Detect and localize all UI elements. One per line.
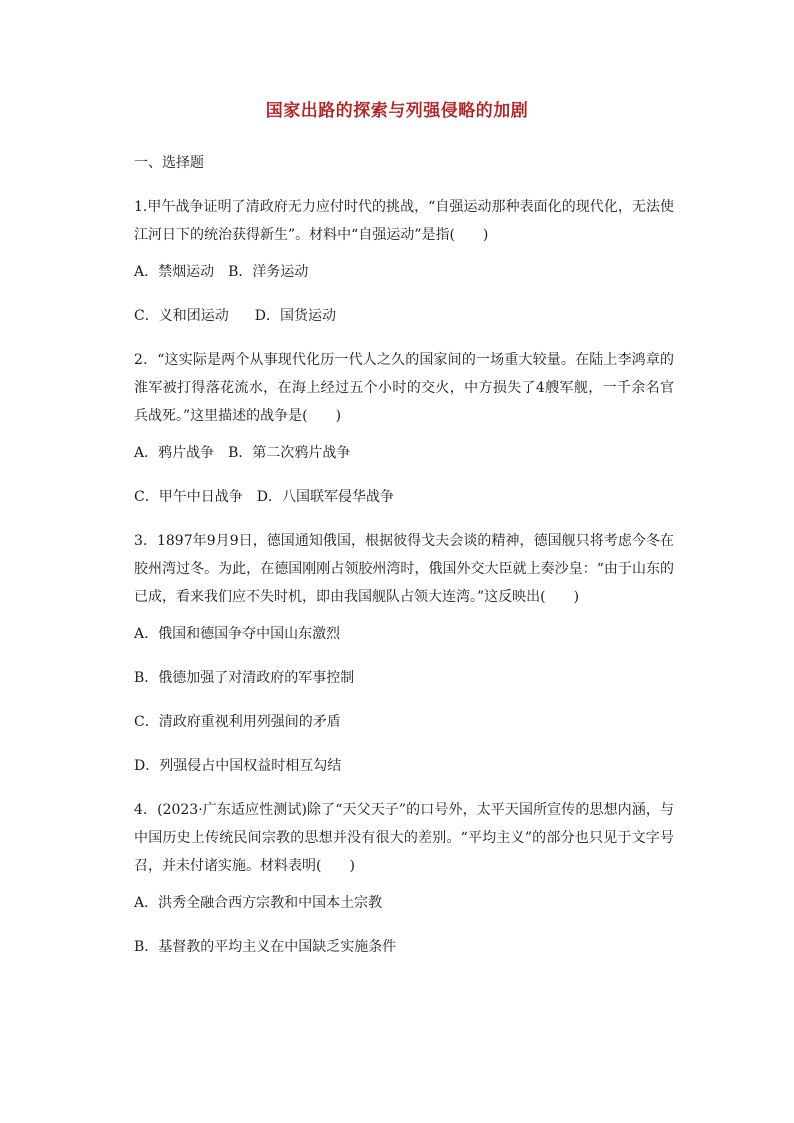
option-row	[134, 483, 674, 511]
question-3	[134, 527, 674, 780]
option-row	[134, 258, 674, 286]
question-stem: 2．“这实际是两个从事现代化历一代人之久的国家间的一场重大较量。在陆上李鸿章的淮军被打得落花流水，在海上经过五个小时的交火，中方损失了4艘军舰，一千余名官兵战死。”这里描述的战争是( )	[134, 352, 674, 424]
option-a[interactable]: A．禁烟运动	[134, 264, 215, 280]
option-d[interactable]: D．八国联军侵华战争	[256, 489, 394, 505]
option-row	[134, 439, 674, 467]
option-row	[134, 302, 674, 330]
option-a[interactable]: A．俄国和德国争夺中国山东激烈	[134, 626, 341, 642]
option-row	[134, 933, 674, 961]
option-c[interactable]: C．清政府重视利用列强间的矛盾	[134, 714, 341, 730]
option-b[interactable]: B．基督教的平均主义在中国缺乏实施条件	[134, 939, 397, 955]
option-d[interactable]: D．国货运动	[254, 308, 336, 324]
document-title: 国家出路的探索与列强侵略的加剧	[265, 101, 529, 121]
question-1	[134, 193, 674, 330]
option-b[interactable]: B．俄德加强了对清政府的军事控制	[134, 670, 355, 686]
option-b[interactable]: B．洋务运动	[228, 264, 309, 280]
option-row	[134, 889, 674, 917]
option-row	[134, 708, 674, 736]
question-4	[134, 796, 674, 961]
option-row	[134, 752, 674, 780]
question-stem: 4．(2023·广东适应性测试)除了“天父天子”的口号外，太平天国所宣传的思想内涵，与中国历史上传统民间宗教的思想并没有很大的差别。“平均主义”的部分也只见于文字号召，并未付诸实施。材料表明( )	[134, 802, 674, 874]
option-d[interactable]: D．列强侵占中国权益时相互勾结	[134, 758, 342, 774]
option-a[interactable]: A．鸦片战争	[134, 445, 215, 461]
option-b[interactable]: B．第二次鸦片战争	[228, 445, 351, 461]
question-stem: 1.甲午战争证明了清政府无力应付时代的挑战，“自强运动那种表面化的现代化，无法使江河日下的统治获得新生”。材料中“自强运动”是指( )	[134, 199, 674, 243]
option-c[interactable]: C．甲午中日战争	[134, 489, 243, 505]
question-list	[134, 193, 674, 977]
option-c[interactable]: C．义和团运动	[134, 308, 229, 324]
section-heading: 一、选择题	[134, 155, 204, 171]
option-row	[134, 664, 674, 692]
option-a[interactable]: A．洪秀全融合西方宗教和中国本土宗教	[134, 895, 383, 911]
option-row	[134, 620, 674, 648]
question-stem: 3．1897年9月9日，德国通知俄国，根据彼得戈夫会谈的精神，德国舰只将考虑今冬在胶州湾过冬。为此，在德国刚刚占领胶州湾时，俄国外交大臣就上奏沙皇：“由于山东的已成，看来我们应不失时机，即由我国舰队占领大连湾。”这反映出( )	[134, 533, 674, 605]
question-2	[134, 346, 674, 511]
